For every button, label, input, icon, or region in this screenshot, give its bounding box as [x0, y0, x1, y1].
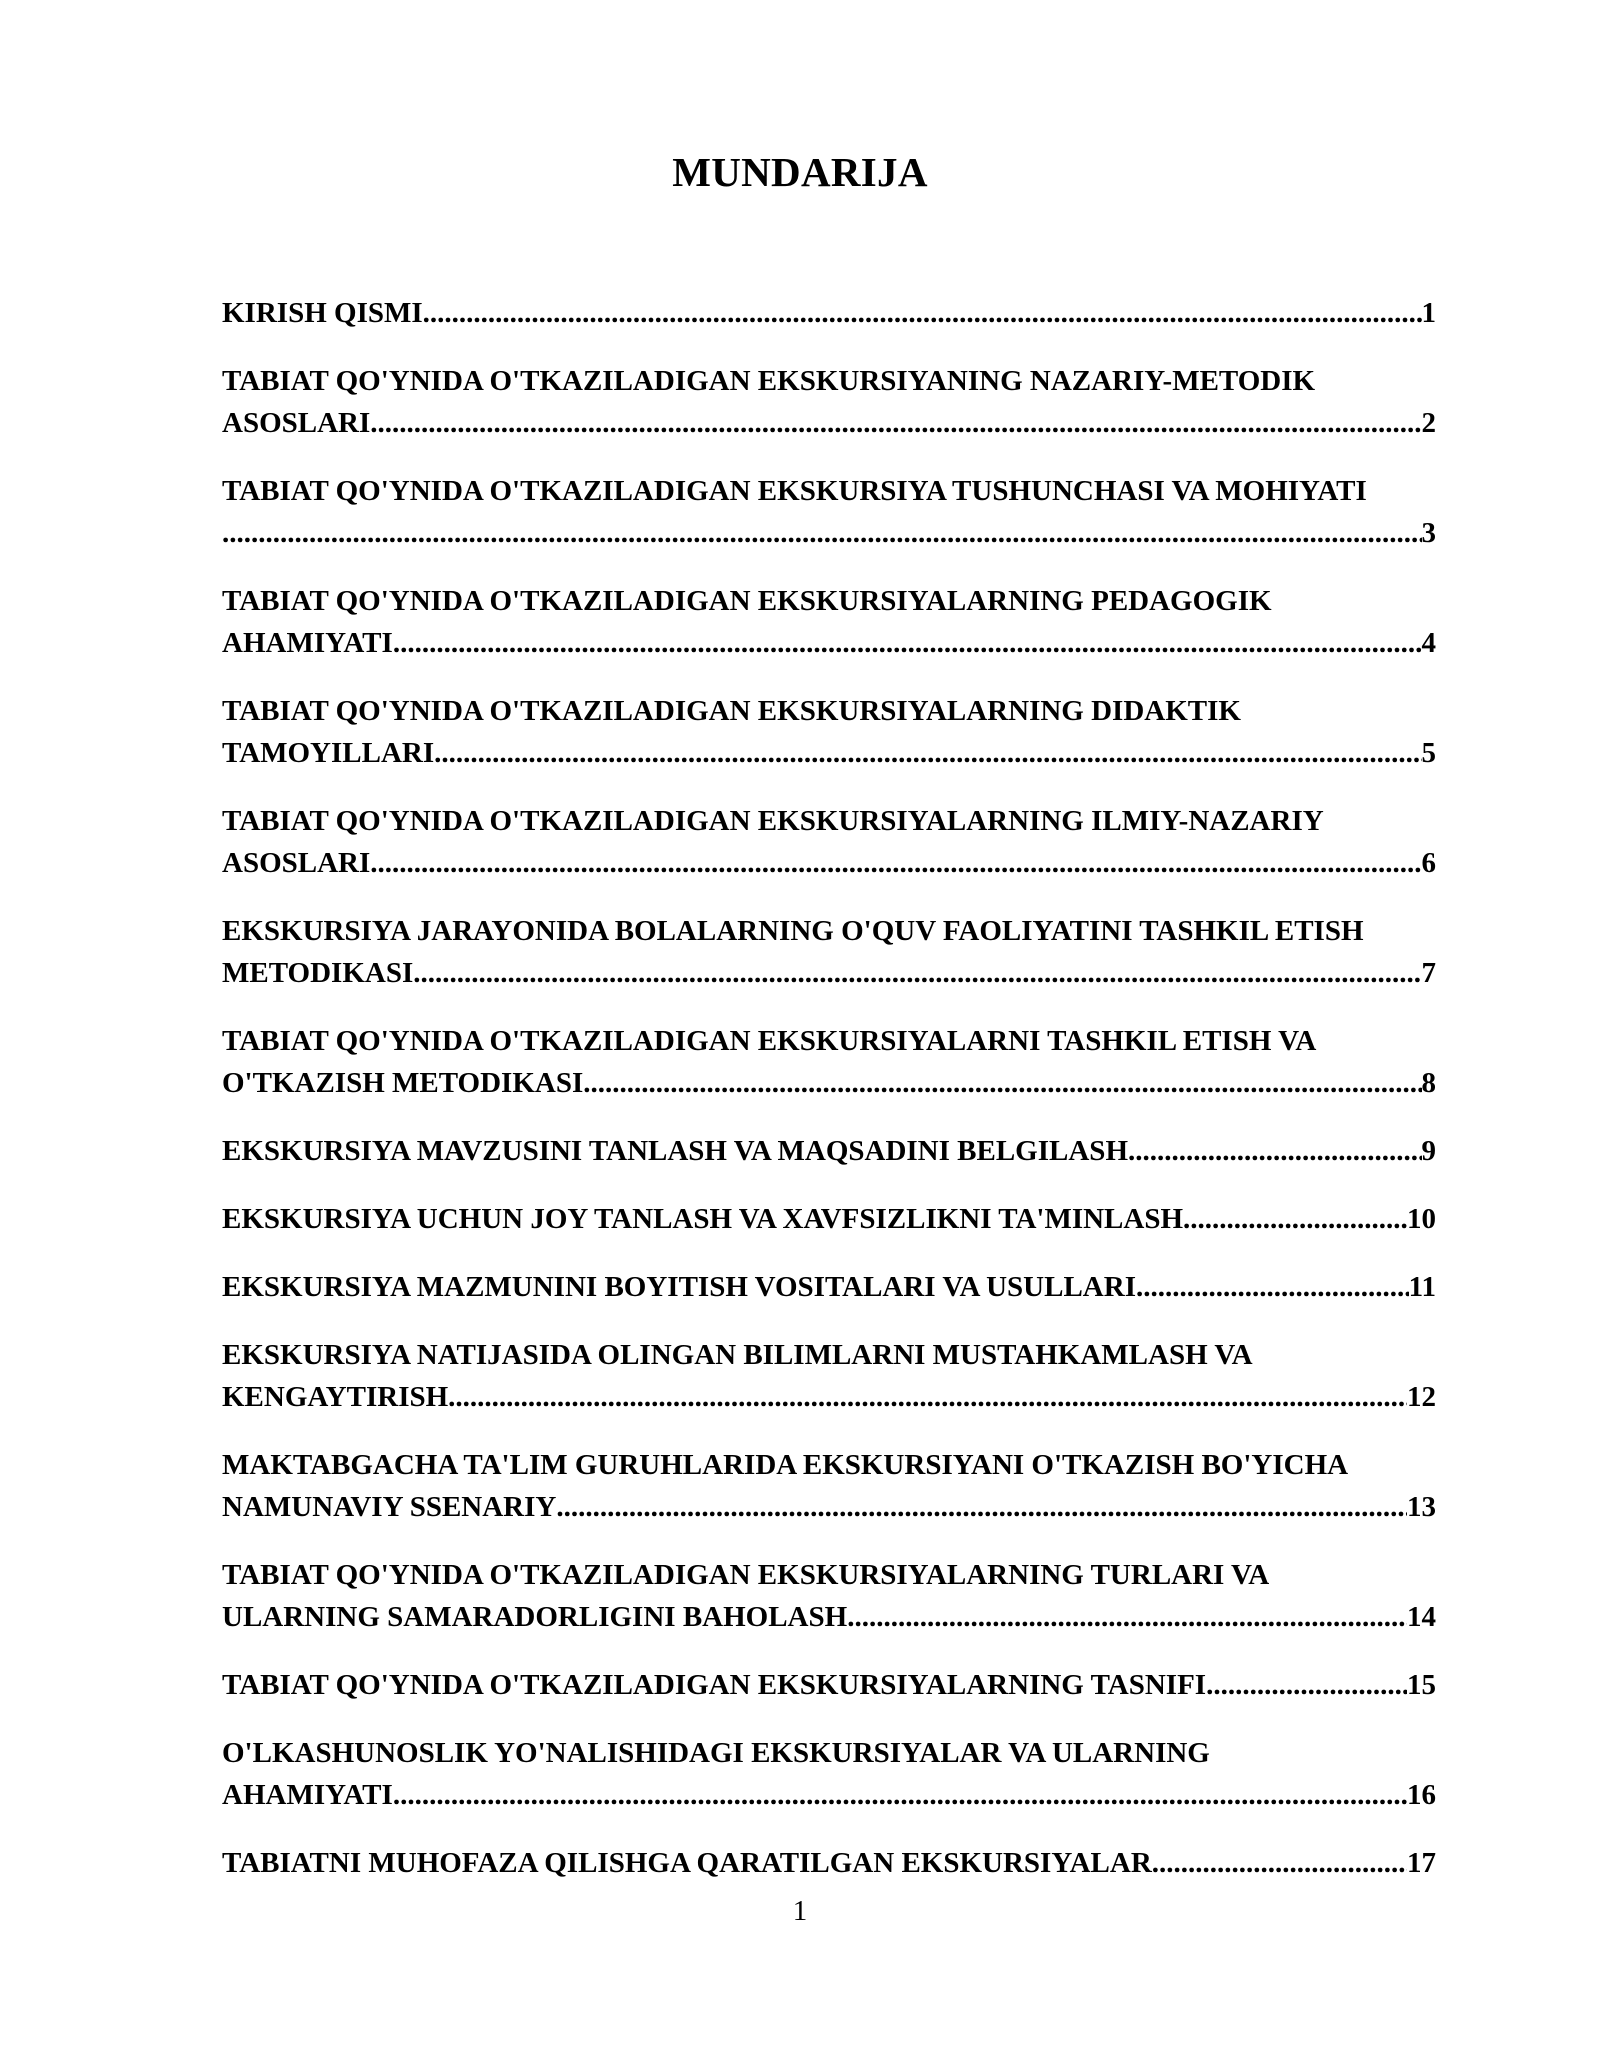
- toc-entry-title: ULARNING SAMARADORLIGINI BAHOLASH: [222, 1601, 848, 1633]
- toc-entry[interactable]: [222, 1664, 1436, 1706]
- toc-entry-page-number: 11: [1408, 1271, 1436, 1303]
- toc-entry-leader-line: [222, 292, 1436, 334]
- toc-entry-page-number: 17: [1407, 1847, 1436, 1879]
- toc-entry-title: NAMUNAVIY SSENARIY: [222, 1491, 557, 1523]
- dot-leader: [1183, 1198, 1407, 1240]
- toc-entry[interactable]: [222, 1444, 1436, 1528]
- toc-entry[interactable]: [222, 1842, 1436, 1884]
- toc-entry-title-line: TABIAT QO'YNIDA O'TKAZILADIGAN EKSKURSIYA TUSHUNCHASI VA MOHIYATI: [222, 475, 1367, 507]
- toc-entry-page-number: 16: [1407, 1779, 1436, 1811]
- toc-entry-leader-line: [222, 1062, 1436, 1104]
- toc-entry-leader-line: [222, 1486, 1436, 1528]
- toc-entry-page-number: 10: [1407, 1203, 1436, 1235]
- dot-leader: [423, 292, 1422, 334]
- dot-leader: [413, 952, 1421, 994]
- toc-entry-leader-line: [222, 402, 1436, 444]
- toc-entry-title: O'TKAZISH METODIKASI: [222, 1067, 584, 1099]
- toc-entry-leader-line: [222, 1774, 1436, 1816]
- dot-leader: [393, 622, 1422, 664]
- toc-entry[interactable]: [222, 1732, 1436, 1816]
- toc-entry-leader-line: [222, 512, 1436, 554]
- dot-leader: [370, 842, 1421, 884]
- toc-entry-page-number: 8: [1421, 1067, 1436, 1099]
- toc-entry-title-line: TABIAT QO'YNIDA O'TKAZILADIGAN EKSKURSIYALARNING PEDAGOGIK: [222, 585, 1272, 617]
- dot-leader: [1128, 1130, 1422, 1172]
- toc-entry-title-line: MAKTABGACHA TA'LIM GURUHLARIDA EKSKURSIYANI O'TKAZISH BO'YICHA: [222, 1449, 1349, 1481]
- toc-entry-leader-line: [222, 622, 1436, 664]
- toc-entry-title: ASOSLARI: [222, 847, 371, 879]
- dot-leader: [370, 402, 1421, 444]
- toc-entry[interactable]: [222, 1130, 1436, 1172]
- toc-entry-title: EKSKURSIYA MAVZUSINI TANLASH VA MAQSADINI BELGILASH: [222, 1135, 1128, 1167]
- toc-entry-page-number: 14: [1407, 1601, 1436, 1633]
- dot-leader: [556, 1486, 1407, 1528]
- toc-entry-title-line: TABIAT QO'YNIDA O'TKAZILADIGAN EKSKURSIYANING NAZARIY-METODIK: [222, 365, 1316, 397]
- toc-entry[interactable]: [222, 1198, 1436, 1240]
- toc-entry[interactable]: [222, 1554, 1436, 1638]
- toc-entry-title: EKSKURSIYA UCHUN JOY TANLASH VA XAVFSIZLIKNI TA'MINLASH: [222, 1203, 1184, 1235]
- toc-entry-leader-line: [222, 1130, 1436, 1172]
- toc-entry[interactable]: [222, 1266, 1436, 1308]
- dot-leader: [1136, 1266, 1409, 1308]
- toc-entry-page-number: 3: [1421, 517, 1436, 549]
- toc-entry-page-number: 12: [1407, 1381, 1436, 1413]
- toc-entry[interactable]: [222, 580, 1436, 664]
- page-title: MUNDARIJA: [672, 149, 928, 195]
- toc-entry-title-line: TABIAT QO'YNIDA O'TKAZILADIGAN EKSKURSIYALARNING TURLARI VA: [222, 1559, 1270, 1591]
- toc-entry-title: AHAMIYATI: [222, 1779, 393, 1811]
- toc-entry[interactable]: [222, 1334, 1436, 1418]
- toc-entry-title: TABIAT QO'YNIDA O'TKAZILADIGAN EKSKURSIYALARNING TASNIFI: [222, 1669, 1207, 1701]
- toc-entry[interactable]: [222, 470, 1436, 554]
- toc-entry-title-line: TABIAT QO'YNIDA O'TKAZILADIGAN EKSKURSIYALARNING ILMIY-NAZARIY: [222, 805, 1324, 837]
- toc-entry-leader-line: [222, 732, 1436, 774]
- toc-entry-title: ASOSLARI: [222, 407, 371, 439]
- toc-entry-title-line: TABIAT QO'YNIDA O'TKAZILADIGAN EKSKURSIYALARNING DIDAKTIK: [222, 695, 1241, 727]
- toc-entry-title-line: O'LKASHUNOSLIK YO'NALISHIDAGI EKSKURSIYALAR VA ULARNING: [222, 1737, 1210, 1769]
- toc-entry[interactable]: [222, 360, 1436, 444]
- toc-entry[interactable]: [222, 690, 1436, 774]
- toc-entry-leader-line: [222, 1596, 1436, 1638]
- toc-entry-page-number: 13: [1407, 1491, 1436, 1523]
- dot-leader: [222, 512, 1422, 554]
- toc-entry-leader-line: [222, 842, 1436, 884]
- toc-entry-title: TABIATNI MUHOFAZA QILISHGA QARATILGAN EKSKURSIYALAR: [222, 1847, 1152, 1879]
- toc-entry-leader-line: [222, 1376, 1436, 1418]
- toc-entry[interactable]: [222, 800, 1436, 884]
- toc-entry-page-number: 5: [1421, 737, 1436, 769]
- toc-entry-title-line: EKSKURSIYA JARAYONIDA BOLALARNING O'QUV FAOLIYATINI TASHKIL ETISH: [222, 915, 1364, 947]
- toc-entry-leader-line: [222, 1842, 1436, 1884]
- dot-leader: [393, 1774, 1407, 1816]
- dot-leader: [583, 1062, 1421, 1104]
- toc-entry-title: EKSKURSIYA MAZMUNINI BOYITISH VOSITALARI VA USULLARI: [222, 1271, 1136, 1303]
- toc-entry-leader-line: [222, 1198, 1436, 1240]
- toc-entry-leader-line: [222, 1266, 1436, 1308]
- dot-leader: [434, 732, 1421, 774]
- toc-entry-title: TAMOYILLARI: [222, 737, 435, 769]
- toc-entry-title-line: TABIAT QO'YNIDA O'TKAZILADIGAN EKSKURSIYALARNI TASHKIL ETISH VA: [222, 1025, 1317, 1057]
- toc-entry-leader-line: [222, 952, 1436, 994]
- dot-leader: [448, 1376, 1407, 1418]
- toc-entry-title: AHAMIYATI: [222, 627, 393, 659]
- toc-entry-page-number: 9: [1421, 1135, 1436, 1167]
- toc-entry-title-line: EKSKURSIYA NATIJASIDA OLINGAN BILIMLARNI MUSTAHKAMLASH VA: [222, 1339, 1253, 1371]
- toc-entry-page-number: 4: [1421, 627, 1436, 659]
- toc-entry-page-number: 1: [1421, 297, 1436, 329]
- toc-entry-page-number: 2: [1421, 407, 1436, 439]
- toc-entry-title: KIRISH QISMI: [222, 297, 423, 329]
- toc-entry[interactable]: [222, 910, 1436, 994]
- dot-leader: [1206, 1664, 1407, 1706]
- dot-leader: [1152, 1842, 1407, 1884]
- table-of-contents: [222, 292, 1436, 1910]
- toc-entry-page-number: 7: [1421, 957, 1436, 989]
- toc-entry-page-number: 15: [1407, 1669, 1436, 1701]
- dot-leader: [847, 1596, 1407, 1638]
- toc-entry-page-number: 6: [1421, 847, 1436, 879]
- page-number: 1: [792, 1895, 808, 1927]
- toc-entry[interactable]: [222, 292, 1436, 334]
- toc-entry-title: METODIKASI: [222, 957, 414, 989]
- toc-entry-title: KENGAYTIRISH: [222, 1381, 449, 1413]
- toc-entry[interactable]: [222, 1020, 1436, 1104]
- toc-entry-leader-line: [222, 1664, 1436, 1706]
